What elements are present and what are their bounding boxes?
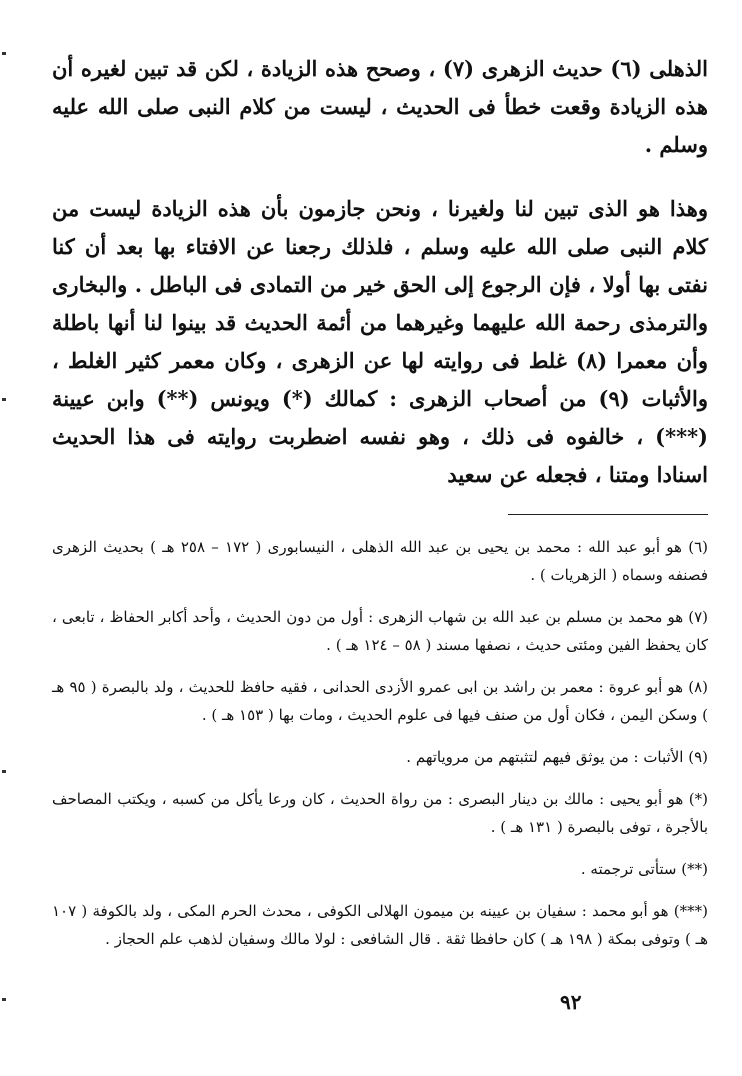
footnote-7 — [52, 603, 708, 659]
body-paragraph-2: وهذا هو الذى تبين لنا ولغيرنا ، ونحن جازمون بأن هذه الزيادة ليست من كلام النبى صلى الله عليه وسلم ، فلذلك رجعنا عن الافتاء بها بعد أن كنا نفتى بها أولا ، فإن الرجوع إلى الحق خير من التمادى فى الباطل . والبخارى والترمذى رحمة الله عليهما وغيرهما من أئمة الحديث قد بينوا لنا أنها باطلة وأن معمرا (٨) غلط فى روايته لها عن الزهرى ، وكان معمر كثير الغلط ، والأثبات (٩) من أصحاب الزهرى : كمالك (*) ويونس (**) وابن عيينة (***) ، خالفوه فى ذلك ، وهو نفسه اضطربت روايته فى هذا الحديث اسنادا ومتنا ، فجعله عن سعيد — [52, 196, 708, 487]
footnote-marker: (*) — [688, 790, 708, 808]
footnote-marker: (**) — [681, 860, 708, 878]
footnote-text: ستأتى ترجمته . — [580, 860, 677, 878]
footnote-marker: (٩) — [688, 748, 708, 766]
footnote-marker: (٨) — [688, 678, 708, 696]
page-number: ٩٢ — [560, 990, 582, 1014]
scan-margin-mark — [2, 398, 6, 401]
footnote-star-3 — [52, 897, 708, 953]
footnote-star-1 — [52, 785, 708, 841]
footnote-text: هو أبو عبد الله : محمد بن يحيى بن عبد الله الذهلى ، النيسابورى ( ١٧٢ – ٢٥٨ هـ ) بحديث الزهرى فصنفه وسماه ( الزهريات ) . — [52, 538, 708, 584]
footnote-text: هو محمد بن مسلم بن عبد الله بن شهاب الزهرى : أول من دون الحديث ، وأحد أكابر الحفاظ ، تابعى ، كان يحفظ الفين ومئتى حديث ، نصفها مسند ( ٥٨ – ١٢٤ هـ ) . — [52, 608, 708, 654]
footnote-separator — [508, 514, 708, 515]
footnote-text: هو أبو عروة : معمر بن راشد بن ابى عمرو الأزدى الحدانى ، فقيه حافظ للحديث ، ولد بالبصرة ( ٩٥ هـ ) وسكن اليمن ، فكان أول من صنف فيها فى علوم الحديث ، ومات بها ( ١٥٣ هـ ) . — [52, 678, 708, 724]
body-paragraph-1: الذهلى (٦) حديث الزهرى (٧) ، وصحح هذه الزيادة ، لكن قد تبين لغيره أن هذه الزيادة وقعت خطأ فى الحديث ، ليست من كلام النبى صلى الله عليه وسلم . — [52, 56, 708, 157]
book-page — [52, 50, 708, 1050]
scan-margin-mark — [2, 52, 6, 55]
footnote-text: هو أبو يحيى : مالك بن دينار البصرى : من رواة الحديث ، كان ورعا يأكل من كسبه ، ويكتب المصاحف بالأجرة ، توفى بالبصرة ( ١٣١ هـ ) . — [52, 790, 708, 836]
footnote-8 — [52, 673, 708, 729]
scan-margin-mark — [2, 998, 6, 1001]
footnote-9 — [52, 743, 708, 771]
footnote-marker: (٦) — [688, 538, 708, 556]
scan-margin-mark — [2, 770, 6, 773]
footnote-6 — [52, 533, 708, 589]
footnote-star-2 — [52, 855, 708, 883]
footnotes — [52, 533, 708, 953]
footnote-text: الأثبات : من يوثق فيهم لتثبتهم من مروياتهم . — [406, 748, 684, 766]
main-text — [52, 50, 708, 494]
footnote-text: هو أبو محمد : سفيان بن عيينه بن ميمون الهلالى الكوفى ، محدث الحرم المكى ، ولد بالكوفة ( ١٠٧ هـ ) وتوفى بمكة ( ١٩٨ هـ ) كان حافظا ثقة . قال الشافعى : لولا مالك وسفيان لذهب علم الحجاز . — [52, 902, 708, 948]
footnote-marker: (٧) — [688, 608, 708, 626]
footnote-marker: (***) — [673, 902, 708, 920]
